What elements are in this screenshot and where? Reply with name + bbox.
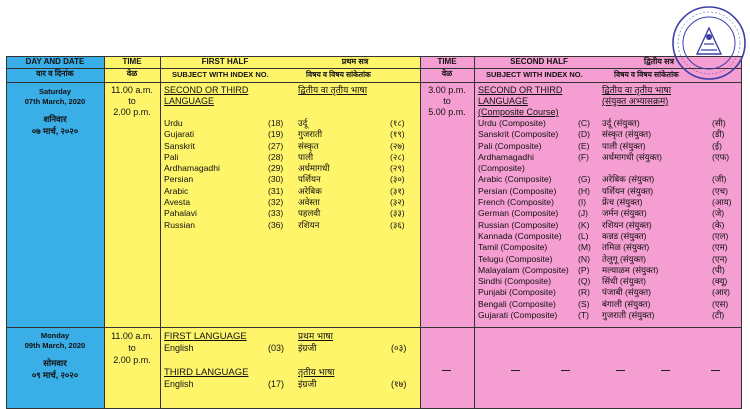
header-second-half: SECOND HALF [510,57,568,66]
subject-code: (R) [578,287,590,298]
day2-lang1-title-hi: प्रथम भाषा [298,331,333,341]
day2-dash: — [711,365,720,375]
day2-lang1-code: (03) [268,343,285,353]
header-first-half: FIRST HALF [201,57,249,66]
subject-hi: कन्नड (संयुक्त) [602,230,647,241]
subject-code-hi: (३२) [390,197,405,208]
subject-en: Kannada (Composite) [478,230,562,241]
day1-first-title [164,85,248,96]
day1-second-title-l2: LANGUAGE [478,96,529,106]
subject-row [478,197,738,208]
subject-code: (18) [268,118,284,128]
subject-hi: पाली [298,151,314,162]
subject-code-hi: (२९) [390,163,405,174]
subject-en: Pali [164,151,179,162]
subject-hi: पंजाबी (संयुक्त) [602,287,652,298]
day2-date: 09th March, 2020 [24,341,86,350]
subject-hi: संस्कृत [298,140,319,151]
subject-row [164,163,416,174]
subject-hi: पाली (संयुक्त) [602,140,646,151]
subject-hi: रशियन [298,219,320,230]
subject-code: (30) [268,174,284,185]
subject-row [478,242,738,253]
header-subject2: SUBJECT WITH INDEX NO. [486,70,583,79]
subject-en: Punjabi (Composite) [478,287,556,298]
subject-hi: अरेबिक [298,185,322,196]
subject-code: (31) [268,185,284,196]
subject-en: Tamil (Composite) [478,242,548,253]
subject-hi: अर्धमागधी (संयुक्त) [602,151,662,162]
day1-day-hi: शनिवार [43,114,67,124]
subject-en: Russian (Composite) [478,219,559,230]
subject-hi: अवेस्ता [298,197,320,208]
day1-first-title-line2 [164,96,214,107]
header-time1-hi: वेळ [126,69,138,78]
subject-en: German (Composite) [478,208,559,219]
subject-code-hi: (टी) [712,310,725,321]
subject-code-hi: (एफ) [712,151,730,162]
subject-code: (D) [578,129,590,140]
subject-hi: फ्रेंच (संयुक्त) [602,197,643,208]
subject-code-hi: (आर) [712,287,731,298]
day1-second-title-line1 [478,85,562,96]
day1-second-title-line2 [478,96,528,107]
subject-code: (C) [578,118,590,128]
subject-row [478,310,738,321]
day2-dash: — [616,365,625,375]
board-seal-icon [670,4,748,82]
day2-lang1-hi: इंग्रजी [298,343,317,353]
subject-row [478,254,738,265]
subject-en: Sindhi (Composite) [478,276,552,287]
subject-code: (H) [578,185,590,196]
subject-code: (P) [578,264,590,275]
subject-row [478,152,738,163]
timetable [6,56,742,409]
day2-dash-time: — [442,365,451,375]
header-day-date: DAY AND DATE [25,57,85,66]
subject-code-hi: (२८) [390,151,405,162]
subject-code-hi: (आय) [712,197,732,208]
day2-day: Monday [40,331,70,340]
subject-code-hi: (१९) [390,129,405,140]
day1-second-title-line3 [478,107,559,118]
subject-code: (33) [268,208,284,219]
subject-code-hi: (२७) [390,140,405,151]
day2-lang3-title-hi: तृतीय भाषा [298,367,335,377]
day2-dash: — [511,365,520,375]
subject-en: Sanskrit (Composite) [478,129,559,140]
subject-row [164,118,416,129]
subject-hi: बंगाली (संयुक्त) [602,298,651,309]
subject-code: (L) [578,230,589,241]
day1-second-subjects [478,118,738,321]
subject-code: (27) [268,140,284,151]
day1-second-title-hi: द्वितीय वा तृतीय भाषा [602,85,672,95]
subject-code-hi: (पी) [712,264,725,275]
day1-day: Saturday [38,87,72,96]
day1-time2-end: 5.00 p.m. [428,107,466,117]
day2-dash: — [661,365,670,375]
day-column-bg [6,56,104,409]
subject-row [478,231,738,242]
subject-en: Arabic [164,185,189,196]
subject-row [164,197,416,208]
day1-time2-to: to [443,96,451,106]
subject-code: (M) [578,242,591,253]
subject-row [164,129,416,140]
subject-code: (J) [578,208,589,219]
grid-line [6,82,742,83]
subject-code: (N) [578,253,590,264]
subject-row [478,163,738,174]
day1-time-end: 2.00 p.m. [113,107,151,117]
subject-hi: अरेबिक (संयुक्त) [602,174,655,185]
subject-code-hi: (एस) [712,298,729,309]
subject-code-hi: (जी) [712,174,727,185]
grid-line [474,56,475,409]
subject-hi: तमिळ (संयुक्त) [602,242,650,253]
subject-code-hi: (सी) [712,118,726,128]
subject-code: (32) [268,197,284,208]
subject-hi: उर्दू [298,118,308,128]
header-second-half-hi: द्वितीय सत्र [644,57,674,66]
subject-en: Persian (Composite) [478,185,557,196]
subject-en: Avesta [164,197,191,208]
day2-dash: — [561,365,570,375]
subject-code: (Q) [578,276,591,287]
subject-code: (29) [268,163,284,174]
subject-row [478,129,738,140]
subject-row [164,141,416,152]
subject-en: Sanskrit [164,140,196,151]
subject-en: Ardhamagadhi [478,151,534,162]
day1-second-title-hi2: (संयुक्त अभ्यासक्रम) [602,96,669,106]
subject-code: (19) [268,129,284,140]
day2-date-hi: ०९ मार्च, २०२० [31,370,79,380]
header-subject2-hi: विषय व विषय सांकेतांक [614,70,679,79]
subject-en: Persian [164,174,194,185]
subject-code-hi: (३०) [390,174,405,185]
subject-hi: रशियन (संयुक्त) [602,219,652,230]
subject-hi: मल्याळम (संयुक्त) [602,264,659,275]
subject-code: (K) [578,219,590,230]
subject-hi: उर्दू (संयुक्त) [602,118,640,128]
day2-lang1-code-hi: (०३) [391,343,407,353]
subject-code-hi: (के) [712,219,725,230]
subject-en: French (Composite) [478,197,554,208]
subject-en: Urdu (Composite) [478,118,546,128]
subject-row [164,152,416,163]
grid-line [6,56,7,409]
subject-code: (I) [578,197,587,208]
subject-row [164,174,416,185]
subject-code-hi: (जे) [712,208,725,219]
subject-en: Malayalam (Composite) [478,264,569,275]
subject-row [478,287,738,298]
subject-code-hi: (एल) [712,230,729,241]
day1-second-title-l1: SECOND OR THIRD [478,85,563,95]
day1-second-title-l3: (Composite Course) [478,107,559,117]
subject-hi: गुजराती (संयुक्त) [602,310,655,321]
subject-en: Gujarati [164,129,195,140]
subject-code-hi: (३६) [390,219,405,230]
subject-hi: संस्कृत (संयुक्त) [602,129,652,140]
day1-time2-start: 3.00 p.m. [428,85,466,95]
subject-hi: पर्शियन [298,174,321,185]
subject-code: (S) [578,298,590,309]
day2-day-hi: सोमवार [43,358,67,368]
header-time2: TIME [437,57,457,66]
grid-line [741,56,742,409]
header-day-date-hi: वार व दिनांक [36,69,74,78]
subject-code-hi: (क्यू) [712,276,728,287]
subject-en: Gujarati (Composite) [478,310,558,321]
subject-hi: अर्धमागधी [298,163,330,174]
subject-row [478,220,738,231]
day1-first-title-l1: SECOND OR THIRD [164,85,249,95]
subject-en: Bengali (Composite) [478,298,556,309]
subject-en: Ardhamagadhi [164,163,220,174]
subject-en: Russian [164,219,196,230]
day2-lang1-en: English [164,343,194,353]
subject-row [164,220,416,231]
subject-code: (E) [578,140,590,151]
subject-row [478,186,738,197]
header-subject1-hi: विषय व विषय सांकेतांक [306,70,371,79]
subject-code-hi: (एम) [712,242,728,253]
subject-en: Pahalavi [164,208,197,219]
day2-lang3-code: (17) [268,379,285,389]
subject-code: (F) [578,151,589,162]
subject-code-hi: (१८) [390,118,405,128]
subject-en: Telugu (Composite) [478,253,553,264]
day2-time-start: 11.00 a.m. [111,331,153,341]
subject-en: (Composite) [478,163,525,174]
subject-hi: गुजराती [298,129,323,140]
header-time1: TIME [122,57,142,66]
subject-code-hi: (डी) [712,129,725,140]
subject-en: Arabic (Composite) [478,174,552,185]
grid-line [6,327,742,328]
subject-row [478,265,738,276]
day2-lang3-hi: इंग्रजी [298,379,317,389]
subject-code-hi: (३१) [390,185,405,196]
subject-row [478,174,738,185]
subject-hi: तेलुगू (संयुक्त) [602,253,646,264]
subject-hi: सिंधी (संयुक्त) [602,276,646,287]
subject-code: (T) [578,310,589,321]
subject-row [478,118,738,129]
day2-lang3-en: English [164,379,194,389]
subject-code-hi: (ई) [712,140,722,151]
subject-hi: पहलवी [298,208,321,219]
day2-lang3-code-hi: (१७) [391,379,407,389]
day2-time-to: to [128,343,136,353]
day1-first-subjects [164,118,416,231]
subject-row [164,186,416,197]
subject-code-hi: (३३) [390,208,405,219]
day1-time-start: 11.00 a.m. [111,85,153,95]
subject-hi: पर्शियन (संयुक्त) [602,185,654,196]
day1-date: 07th March, 2020 [24,97,86,106]
subject-row [478,141,738,152]
subject-hi: जर्मन (संयुक्त) [602,208,647,219]
subject-code-hi: (एच) [712,185,728,196]
day1-first-title-hi: द्वितीय वा तृतीय भाषा [298,85,368,95]
header-first-half-hi: प्रथम सत्र [341,57,369,66]
subject-en: Urdu [164,118,183,128]
subject-code: (28) [268,151,284,162]
day2-lang3-title: THIRD LANGUAGE [164,367,249,378]
day1-date-hi: ०७ मार्च, २०२० [31,126,79,136]
header-time2-hi: वेळ [441,69,453,78]
header-subject1: SUBJECT WITH INDEX NO. [172,70,269,79]
subject-code-hi: (एन) [712,253,728,264]
day1-time-to: to [128,96,136,106]
subject-code: (36) [268,219,284,230]
subject-en: Pali (Composite) [478,140,542,151]
subject-code: (G) [578,174,591,185]
day2-time-end: 2.00 p.m. [113,355,151,365]
grid-line [160,56,161,409]
subject-row [478,299,738,310]
subject-row [478,208,738,219]
day1-first-title-l2: LANGUAGE [164,96,215,106]
subject-row [164,208,416,219]
subject-row [478,276,738,287]
day2-lang1-title: FIRST LANGUAGE [164,331,247,342]
